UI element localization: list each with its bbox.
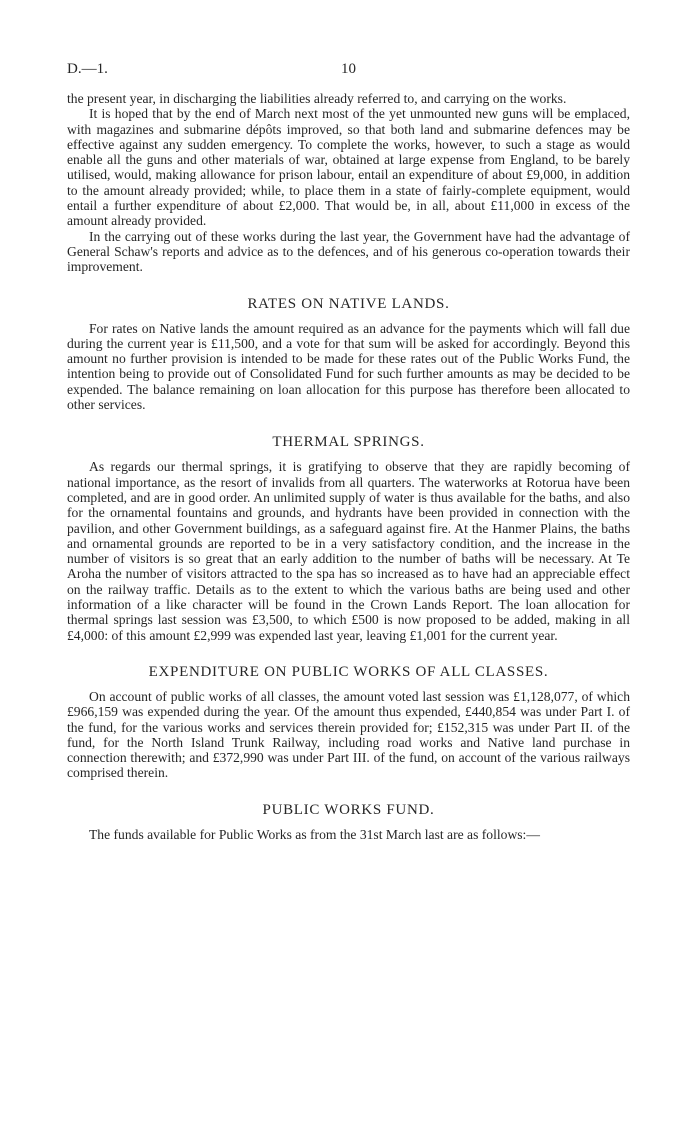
page-header [67,60,630,78]
heading-public-works-fund: PUBLIC WORKS FUND. [262,801,435,818]
heading-thermal-springs: THERMAL SPRINGS. [272,434,425,451]
body-text [67,91,630,842]
paragraph-thermal-springs: As regards our thermal springs, it is gratifying to observe that they are rapidly becoming of national importance, as the resort of invalids from all quarters. The waterworks at Rotorua have been completed, and are in good order. An unlimited supply of water is thus available for the baths, and also for the ornamental fountains and grounds, and hydrants have been provided in connection with the pavilion, and other Government buildings, as a safeguard against fire. At the Hanmer Plains, the baths and ornamental grounds are reported to be in a very satisfactory condition, and the increase in the number of visitors is so great that an early addition to the number of baths will be necessary. At Te Aroha the number of visitors attracted to the spa has so increased as to have had an appreciable effect on the railway traffic. Details as to the extent to which the various baths are being used and other information of a like character will be found in the Crown Lands Report. The loan allocation for thermal springs last session was £3,500, to which £500 is now proposed to be added, making in all £4,000: of this amount £2,999 was expended last year, leaving £1,001 for the current year. [67,459,630,643]
paragraph-defences-completion: It is hoped that by the end of March next most of the yet unmounted new guns will be emplaced, with magazines and submarine dépôts improved, so that both land and submarine defences may be effective against any sudden emergency. To complete the works, however, to such a stage as would enable all the guns and other materials of war, obtained at large expense from England, to be barely utilised, would, making allowance for prison labour, entail an expenditure of about £9,000, in addition to the amount already provided; while, to place them in a state of fairly-complete equipment, would entail a further expenditure of about £2,000. That would be, in all, about £11,000 in excess of the amount already provided. [67,106,630,229]
paragraph-general-schaw: In the carrying out of these works during the last year, the Government have had the advantage of General Schaw's reports and advice as to the defences, and of his generous co-operation towards their improvement. [67,228,630,275]
paragraph-continuation: the present year, in discharging the liabilities already referred to, and carrying on the works. [67,91,567,106]
document-reference: D.—1. [67,61,108,77]
paragraph-expenditure-public-works: On account of public works of all classes, the amount voted last session was £1,128,077, of which £966,159 was expended during the year. Of the amount thus expended, £440,854 was under Part I. of the fund, for the various works and services therein provided for; £152,315 was under Part II. of the fund, for the North Island Trunk Railway, including road works and Native land purchase in connection therewith; and £372,990 was under Part III. of the fund, on account of the various railways comprised therein. [67,688,630,781]
page-number: 10 [341,61,356,77]
paragraph-rates-on-native-lands: For rates on Native lands the amount required as an advance for the payments which will fall due during the current year is £11,500, and a vote for that sum will be asked for accordingly. Beyond this amount no further provision is intended to be made for these rates out of the Public Works Fund, the intention being to provide out of Consolidated Fund for such further amounts as may be decided to be expended. The balance remaining on loan allocation for this purpose has therefore been allocated to other services. [67,320,630,413]
heading-expenditure-public-works: EXPENDITURE ON PUBLIC WORKS OF ALL CLASSES. [148,663,549,680]
paragraph-public-works-fund: The funds available for Public Works as from the 31st March last are as follows:— [89,826,540,842]
heading-rates-on-native-lands: RATES ON NATIVE LANDS. [247,295,450,312]
document-page [67,60,630,842]
